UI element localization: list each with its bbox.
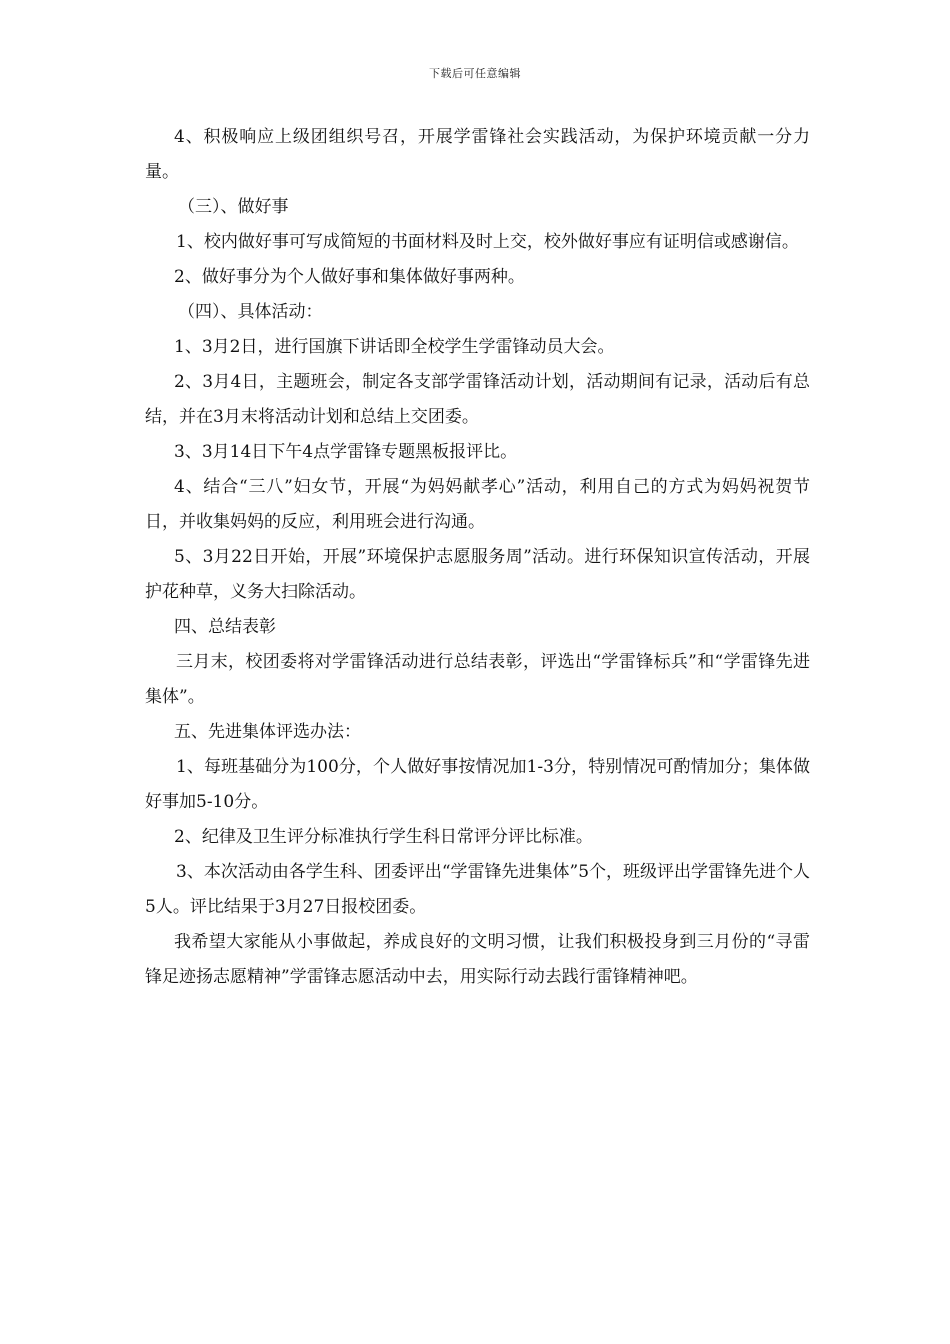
paragraph-evaluation-2: 2、纪律及卫生评分标准执行学生科日常评分评比标准。 xyxy=(174,827,593,847)
paragraph-activity-5: 5、3月22日开始，开展”环境保护志愿服务周”活动。进行环保知识宣传活动，开展护花种草，义务大扫除活动。 xyxy=(145,547,810,602)
paragraph-evaluation-3: 3、本次活动由各学生科、团委评出“学雷锋先进集体”5个，班级评出学雷锋先进个人5人。评比结果于3月27日报校团委。 xyxy=(145,862,811,917)
document-body xyxy=(145,120,810,997)
paragraph-closing: 我希望大家能从小事做起，养成良好的文明习惯，让我们积极投身到三月份的“寻雷锋足迹扬志愿精神”学雷锋志愿活动中去，用实际行动去践行雷锋精神吧。 xyxy=(145,932,810,987)
paragraph-evaluation-1: 1、每班基础分为100分，个人做好事按情况加1-3分，特别情况可酌情加分；集体做好事加5-10分。 xyxy=(145,757,810,812)
section-heading-summary: 四、总结表彰 xyxy=(174,617,276,637)
page-header: 下载后可任意编辑 xyxy=(429,67,521,80)
section-heading-good-deeds: （三）、做好事 xyxy=(178,197,289,217)
paragraph-activity-1: 1、3月2日，进行国旗下讲话即全校学生学雷锋动员大会。 xyxy=(174,337,615,357)
paragraph-item-4-environment: 4、积极响应上级团组织号召，开展学雷锋社会实践活动，为保护环境贡献一分力量。 xyxy=(145,127,810,182)
section-heading-activities: （四）、具体活动： xyxy=(178,302,323,322)
paragraph-summary: 三月末，校团委将对学雷锋活动进行总结表彰，评选出“学雷锋标兵”和“学雷锋先进集体”。 xyxy=(145,652,810,707)
paragraph-good-deeds-1: 1、校内做好事可写成简短的书面材料及时上交，校外做好事应有证明信或感谢信。 xyxy=(176,232,799,252)
paragraph-good-deeds-2: 2、做好事分为个人做好事和集体做好事两种。 xyxy=(174,267,525,287)
paragraph-activity-3: 3、3月14日下午4点学雷锋专题黑板报评比。 xyxy=(174,442,518,462)
section-heading-evaluation: 五、先进集体评选办法： xyxy=(174,722,361,742)
paragraph-activity-2: 2、3月4日，主题班会，制定各支部学雷锋活动计划，活动期间有记录，活动后有总结，并在3月末将活动计划和总结上交团委。 xyxy=(145,372,810,427)
paragraph-activity-4: 4、结合“三八”妇女节，开展“为妈妈献孝心”活动，利用自己的方式为妈妈祝贺节日，并收集妈妈的反应，利用班会进行沟通。 xyxy=(145,477,810,532)
